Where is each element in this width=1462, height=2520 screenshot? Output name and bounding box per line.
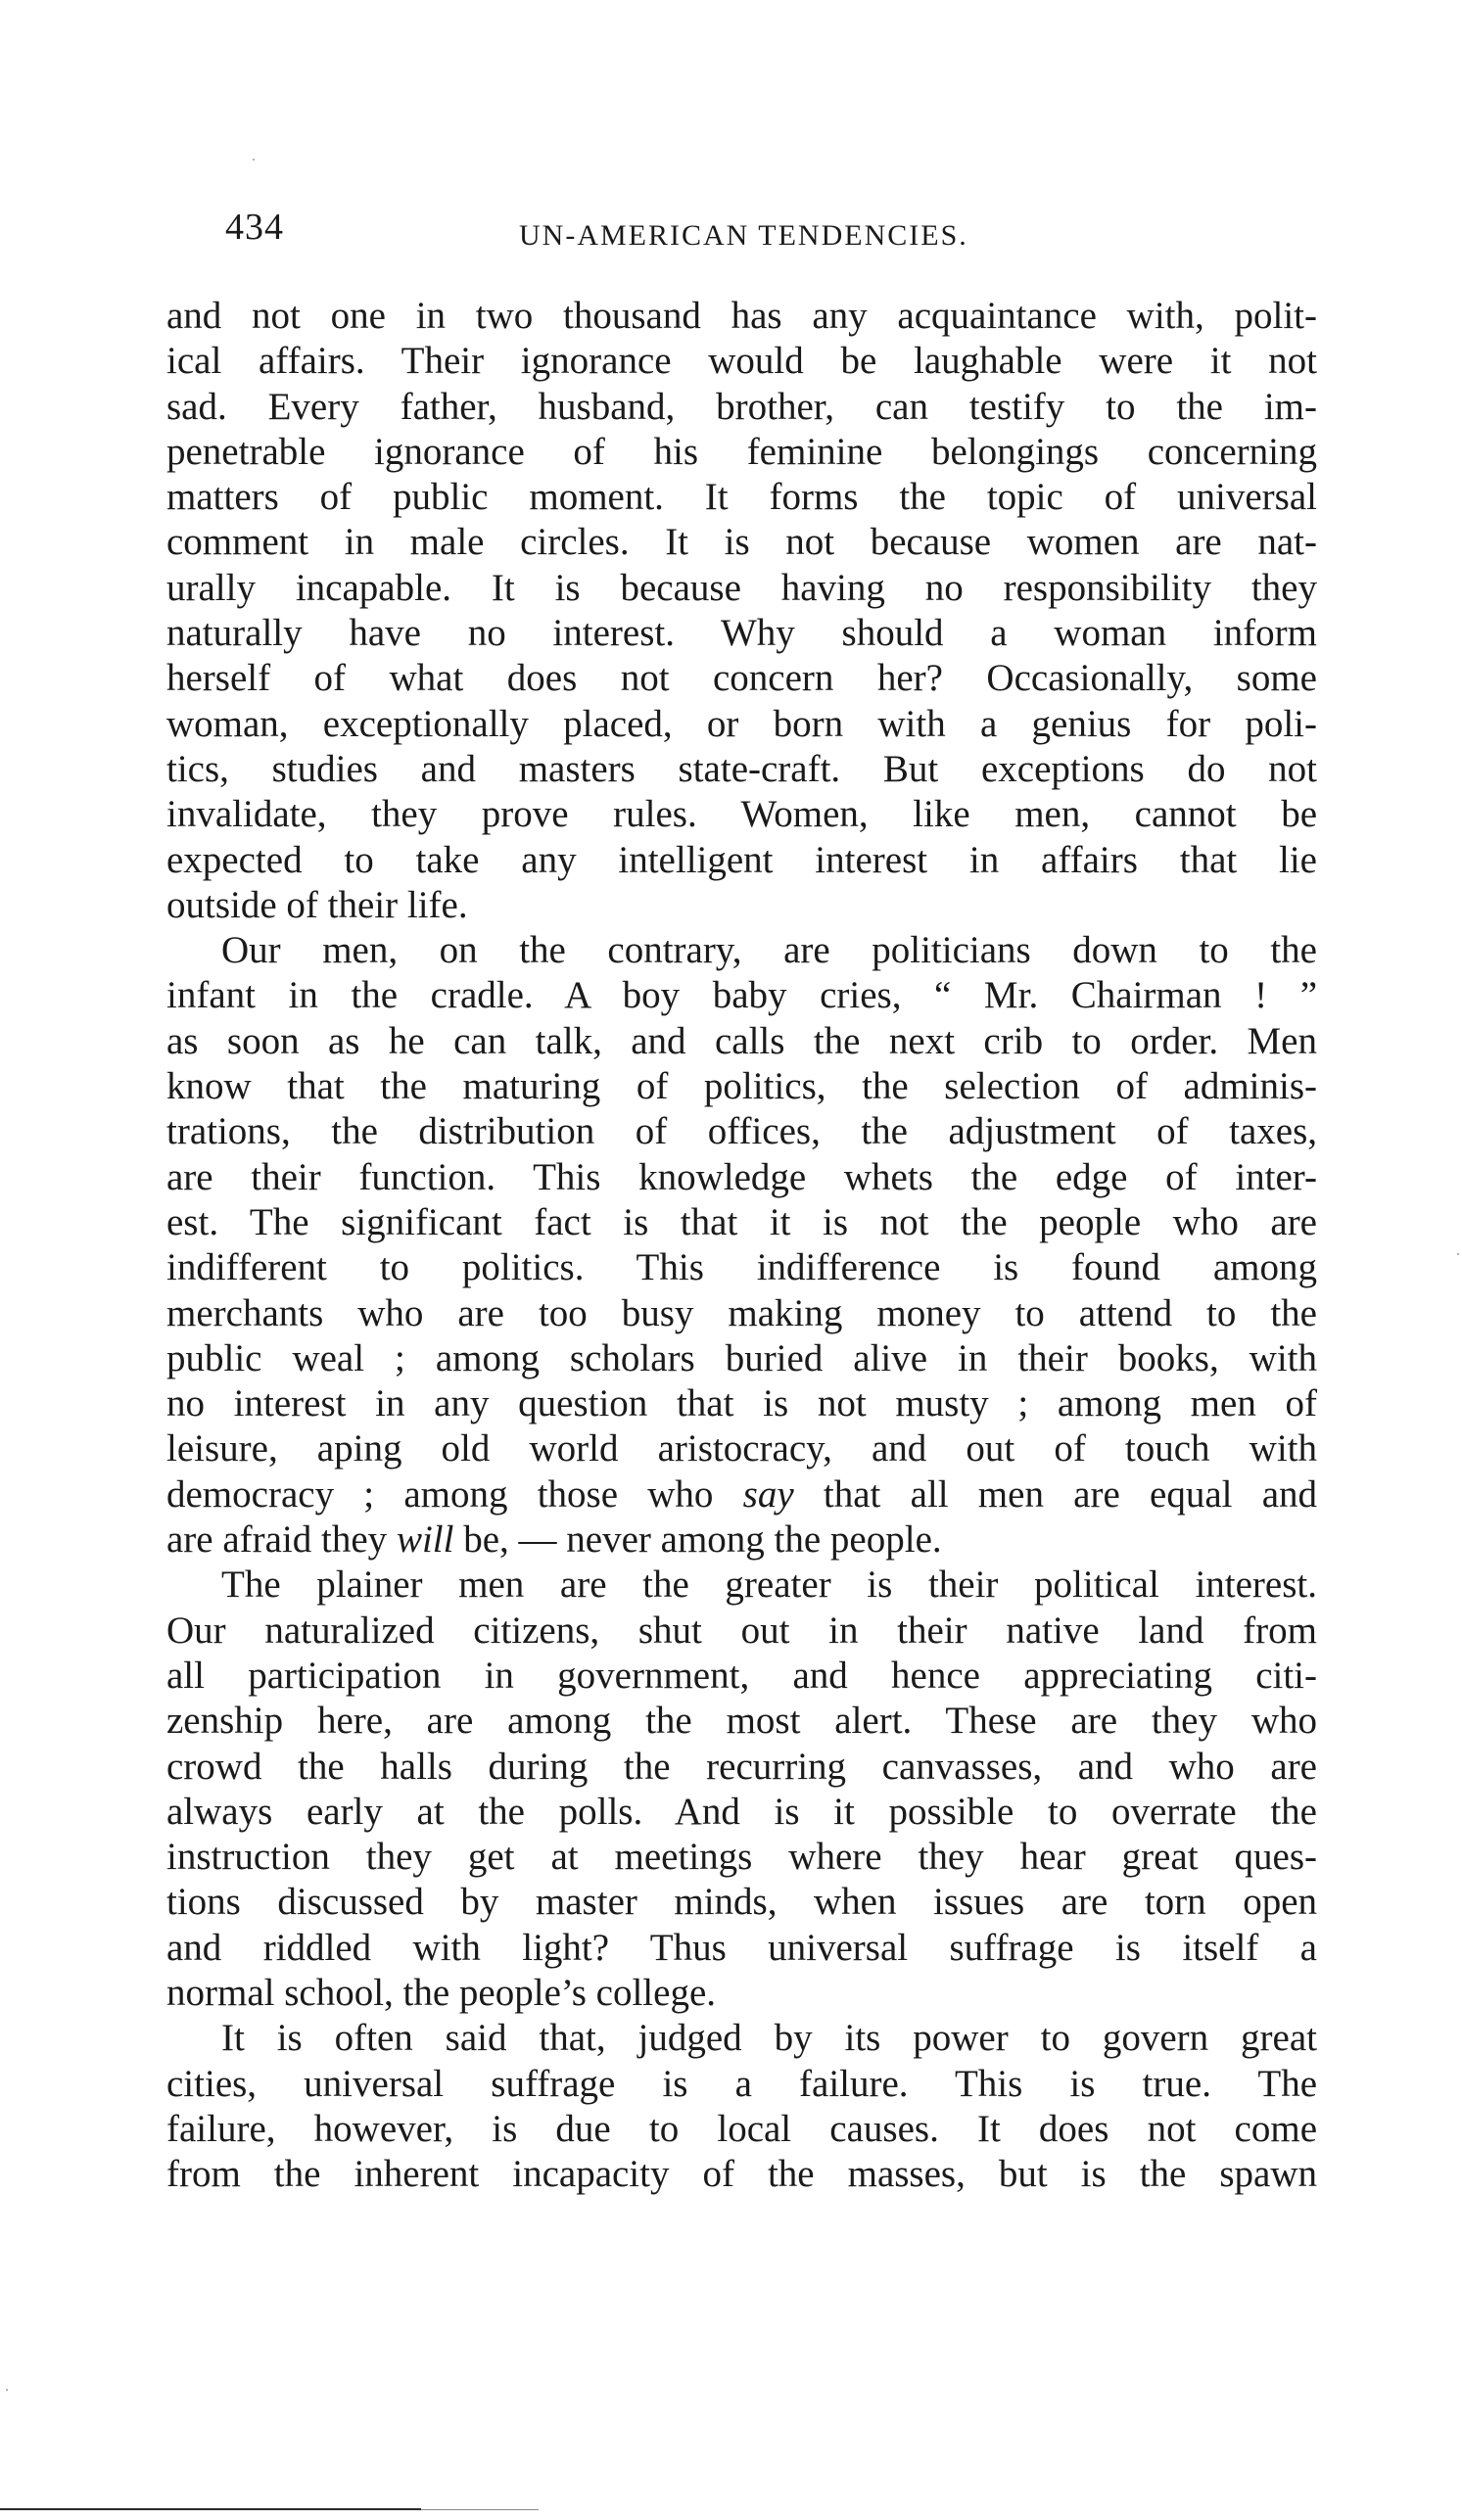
text-line: comment in male circles. It is not because women are nat- bbox=[166, 521, 1317, 564]
paper-speck bbox=[253, 159, 255, 161]
text-line: sad. Every father, husband, brother, can testify to the im- bbox=[166, 385, 1317, 428]
text-line: know that the maturing of politics, the selection of adminis- bbox=[166, 1065, 1317, 1108]
text-line: as soon as he can talk, and calls the next crib to order. Men bbox=[166, 1019, 1317, 1062]
text-line: Our naturalized citizens, shut out in their native land from bbox=[166, 1609, 1317, 1652]
italic-word: will bbox=[396, 1518, 454, 1562]
body-text bbox=[166, 294, 1317, 2197]
text-line: invalidate, they prove rules. Women, like men, cannot be bbox=[166, 793, 1317, 836]
text-line: naturally have no interest. Why should a woman inform bbox=[166, 612, 1317, 655]
text-line-afraid bbox=[166, 1517, 1317, 1563]
text-line: outside of their life. bbox=[166, 883, 468, 926]
text-line: zenship here, are among the most alert. These are they who bbox=[166, 1700, 1317, 1743]
text-line: indifferent to politics. This indifference is found among bbox=[166, 1246, 1317, 1289]
paragraph-3 bbox=[166, 1563, 1317, 2016]
page-number: 434 bbox=[225, 207, 284, 248]
text-line: trations, the distribution of offices, the adjustment of taxes, bbox=[166, 1110, 1317, 1153]
text-segment: democracy ; among those who bbox=[166, 1472, 743, 1516]
text-line: from the inherent incapacity of the masses, but is the spawn bbox=[166, 2153, 1317, 2196]
text-line: no interest in any question that is not musty ; among men of bbox=[166, 1382, 1317, 1425]
text-line: public weal ; among scholars buried alive in their books, with bbox=[166, 1336, 1317, 1379]
text-line: failure, however, is due to local causes. It does not come bbox=[166, 2107, 1317, 2150]
text-line: and riddled with light? Thus universal suffrage is itself a bbox=[166, 1926, 1317, 1969]
paragraph-1 bbox=[166, 294, 1317, 928]
text-segment: that all men are equal and bbox=[793, 1472, 1318, 1516]
text-segment: be, — never among the people. bbox=[453, 1518, 942, 1562]
text-line: urally incapable. It is because having no responsibility they bbox=[166, 566, 1317, 609]
text-line: always early at the polls. And is it possible to overrate the bbox=[166, 1790, 1317, 1833]
text-line: Our men, on the contrary, are politicians down to the bbox=[221, 929, 1317, 972]
page-edge-line bbox=[421, 2509, 539, 2510]
text-line: penetrable ignorance of his feminine belongings concerning bbox=[166, 430, 1317, 473]
text-line: expected to take any intelligent interest in affairs that lie bbox=[166, 838, 1317, 881]
text-line: are their function. This knowledge whets the edge of inter- bbox=[166, 1155, 1317, 1198]
text-line: matters of public moment. It forms the topic of universal bbox=[166, 476, 1317, 519]
text-line-democracy bbox=[166, 1472, 1317, 1517]
text-line: infant in the cradle. A boy baby cries, “ Mr. Chairman ! ” bbox=[166, 974, 1317, 1017]
text-line: The plainer men are the greater is their political interest. bbox=[221, 1563, 1317, 1607]
text-line: tics, studies and masters state-craft. But exceptions do not bbox=[166, 747, 1317, 790]
paragraph-2 bbox=[166, 928, 1317, 1563]
text-line: instruction they get at meetings where they hear great ques- bbox=[166, 1836, 1317, 1879]
paper-speck bbox=[6, 2389, 8, 2391]
text-line: all participation in government, and hence appreciating citi- bbox=[166, 1654, 1317, 1697]
running-title: UN-AMERICAN TENDENCIES. bbox=[519, 219, 968, 252]
text-segment: are afraid they bbox=[166, 1518, 397, 1562]
text-line: herself of what does not concern her? Occasionally, some bbox=[166, 657, 1317, 700]
text-line: leisure, aping old world aristocracy, and out of touch with bbox=[166, 1427, 1317, 1470]
italic-word: say bbox=[742, 1472, 794, 1516]
text-line: crowd the halls during the recurring canvasses, and who are bbox=[166, 1745, 1317, 1788]
page-header bbox=[225, 206, 1322, 274]
paragraph-4 bbox=[166, 2016, 1317, 2197]
text-line: woman, exceptionally placed, or born with a genius for poli- bbox=[166, 702, 1317, 745]
text-line: and not one in two thousand has any acquaintance with, polit- bbox=[166, 295, 1317, 337]
text-line: normal school, the people’s college. bbox=[166, 1971, 717, 2014]
text-line: tions discussed by master minds, when issues are torn open bbox=[166, 1881, 1317, 1924]
text-line: It is often said that, judged by its power to govern great bbox=[221, 2017, 1317, 2060]
text-line: cities, universal suffrage is a failure. This is true. The bbox=[166, 2062, 1317, 2105]
page-edge-line bbox=[0, 2508, 421, 2510]
text-line: merchants who are too busy making money to attend to the bbox=[166, 1291, 1317, 1334]
text-line: est. The significant fact is that it is not the people who are bbox=[166, 1200, 1317, 1243]
text-line: ical affairs. Their ignorance would be laughable were it not bbox=[166, 340, 1317, 383]
paper-speck bbox=[1457, 1253, 1459, 1255]
